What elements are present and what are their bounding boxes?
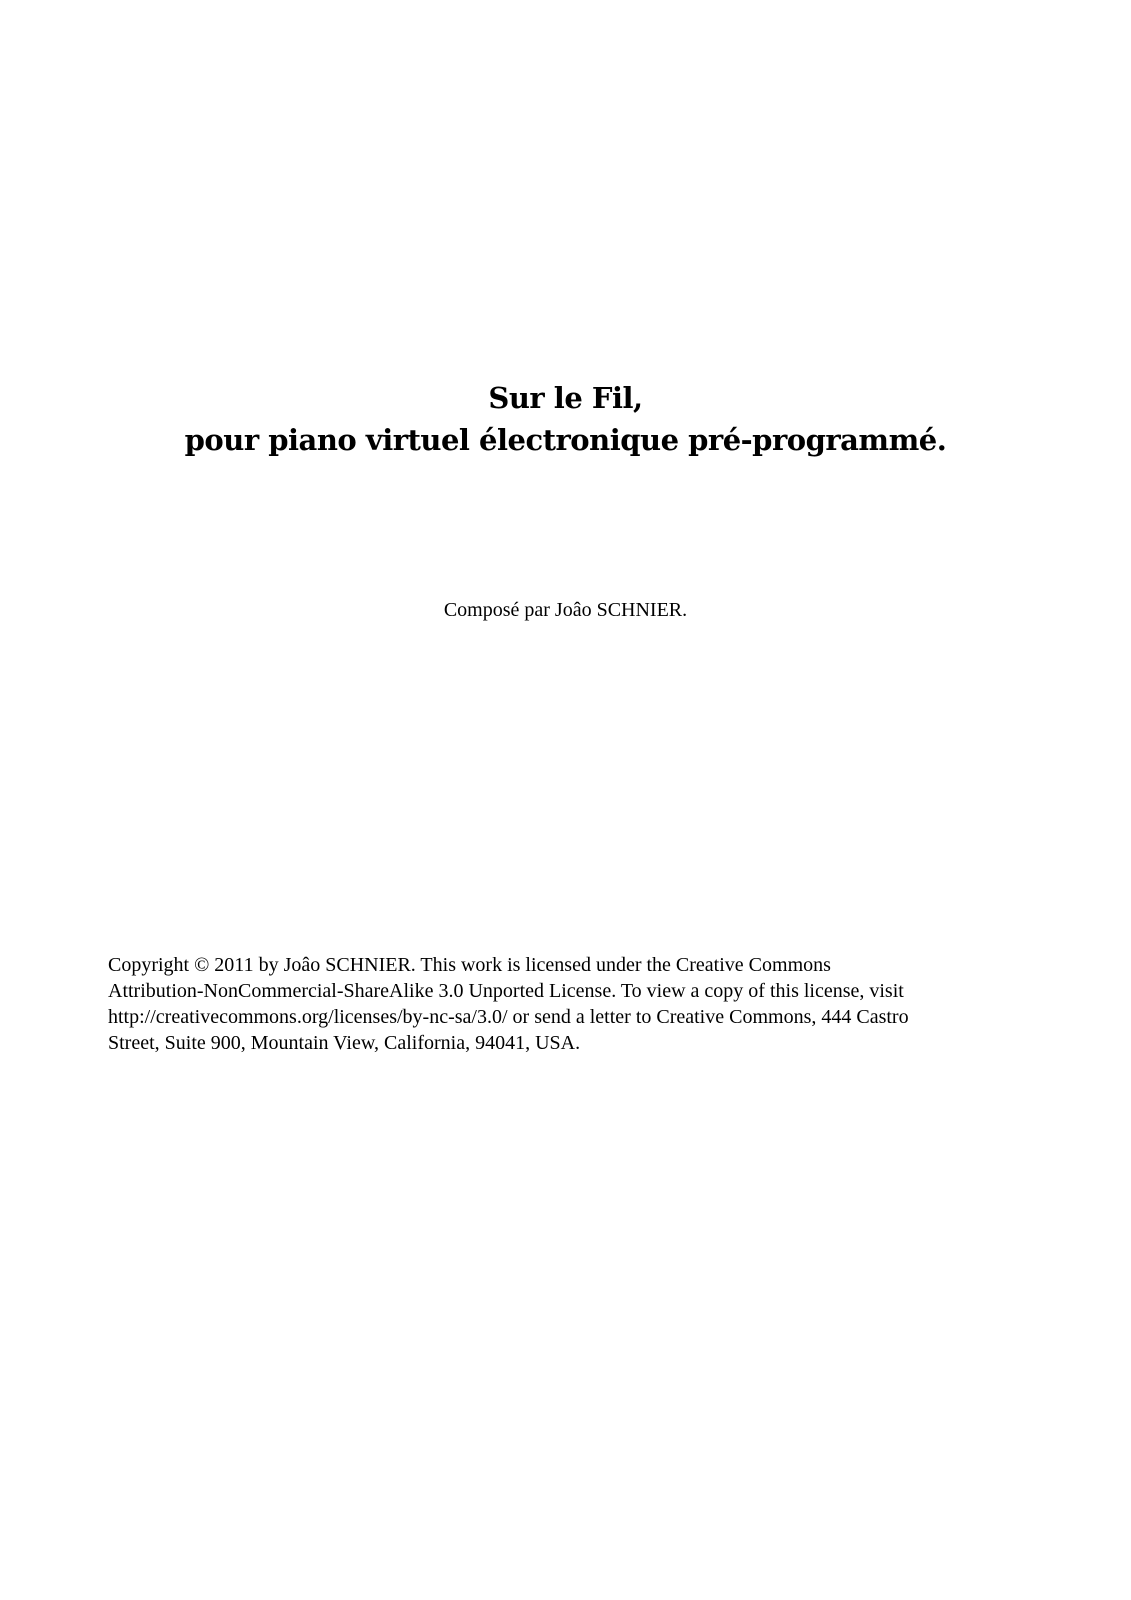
title-line-2: pour piano virtuel électronique pré-programmé. <box>184 423 947 457</box>
copyright-line-4: Street, Suite 900, Mountain View, California, 94041, USA. <box>108 1032 581 1054</box>
page-title <box>0 377 1131 461</box>
title-line-1: Sur le Fil, <box>488 381 643 415</box>
composer-credit: Composé par Joâo SCHNIER. <box>443 599 688 621</box>
copyright-line-3: http://creativecommons.org/licenses/by-nc-sa/3.0/ or send a letter to Creative Commons, 444 Castro <box>108 1006 909 1028</box>
copyright-notice <box>108 952 1048 1056</box>
copyright-line-2: Attribution-NonCommercial-ShareAlike 3.0 Unported License. To view a copy of this license, visit <box>108 980 904 1002</box>
copyright-line-1: Copyright © 2011 by Joâo SCHNIER. This work is licensed under the Creative Commons <box>108 954 831 976</box>
